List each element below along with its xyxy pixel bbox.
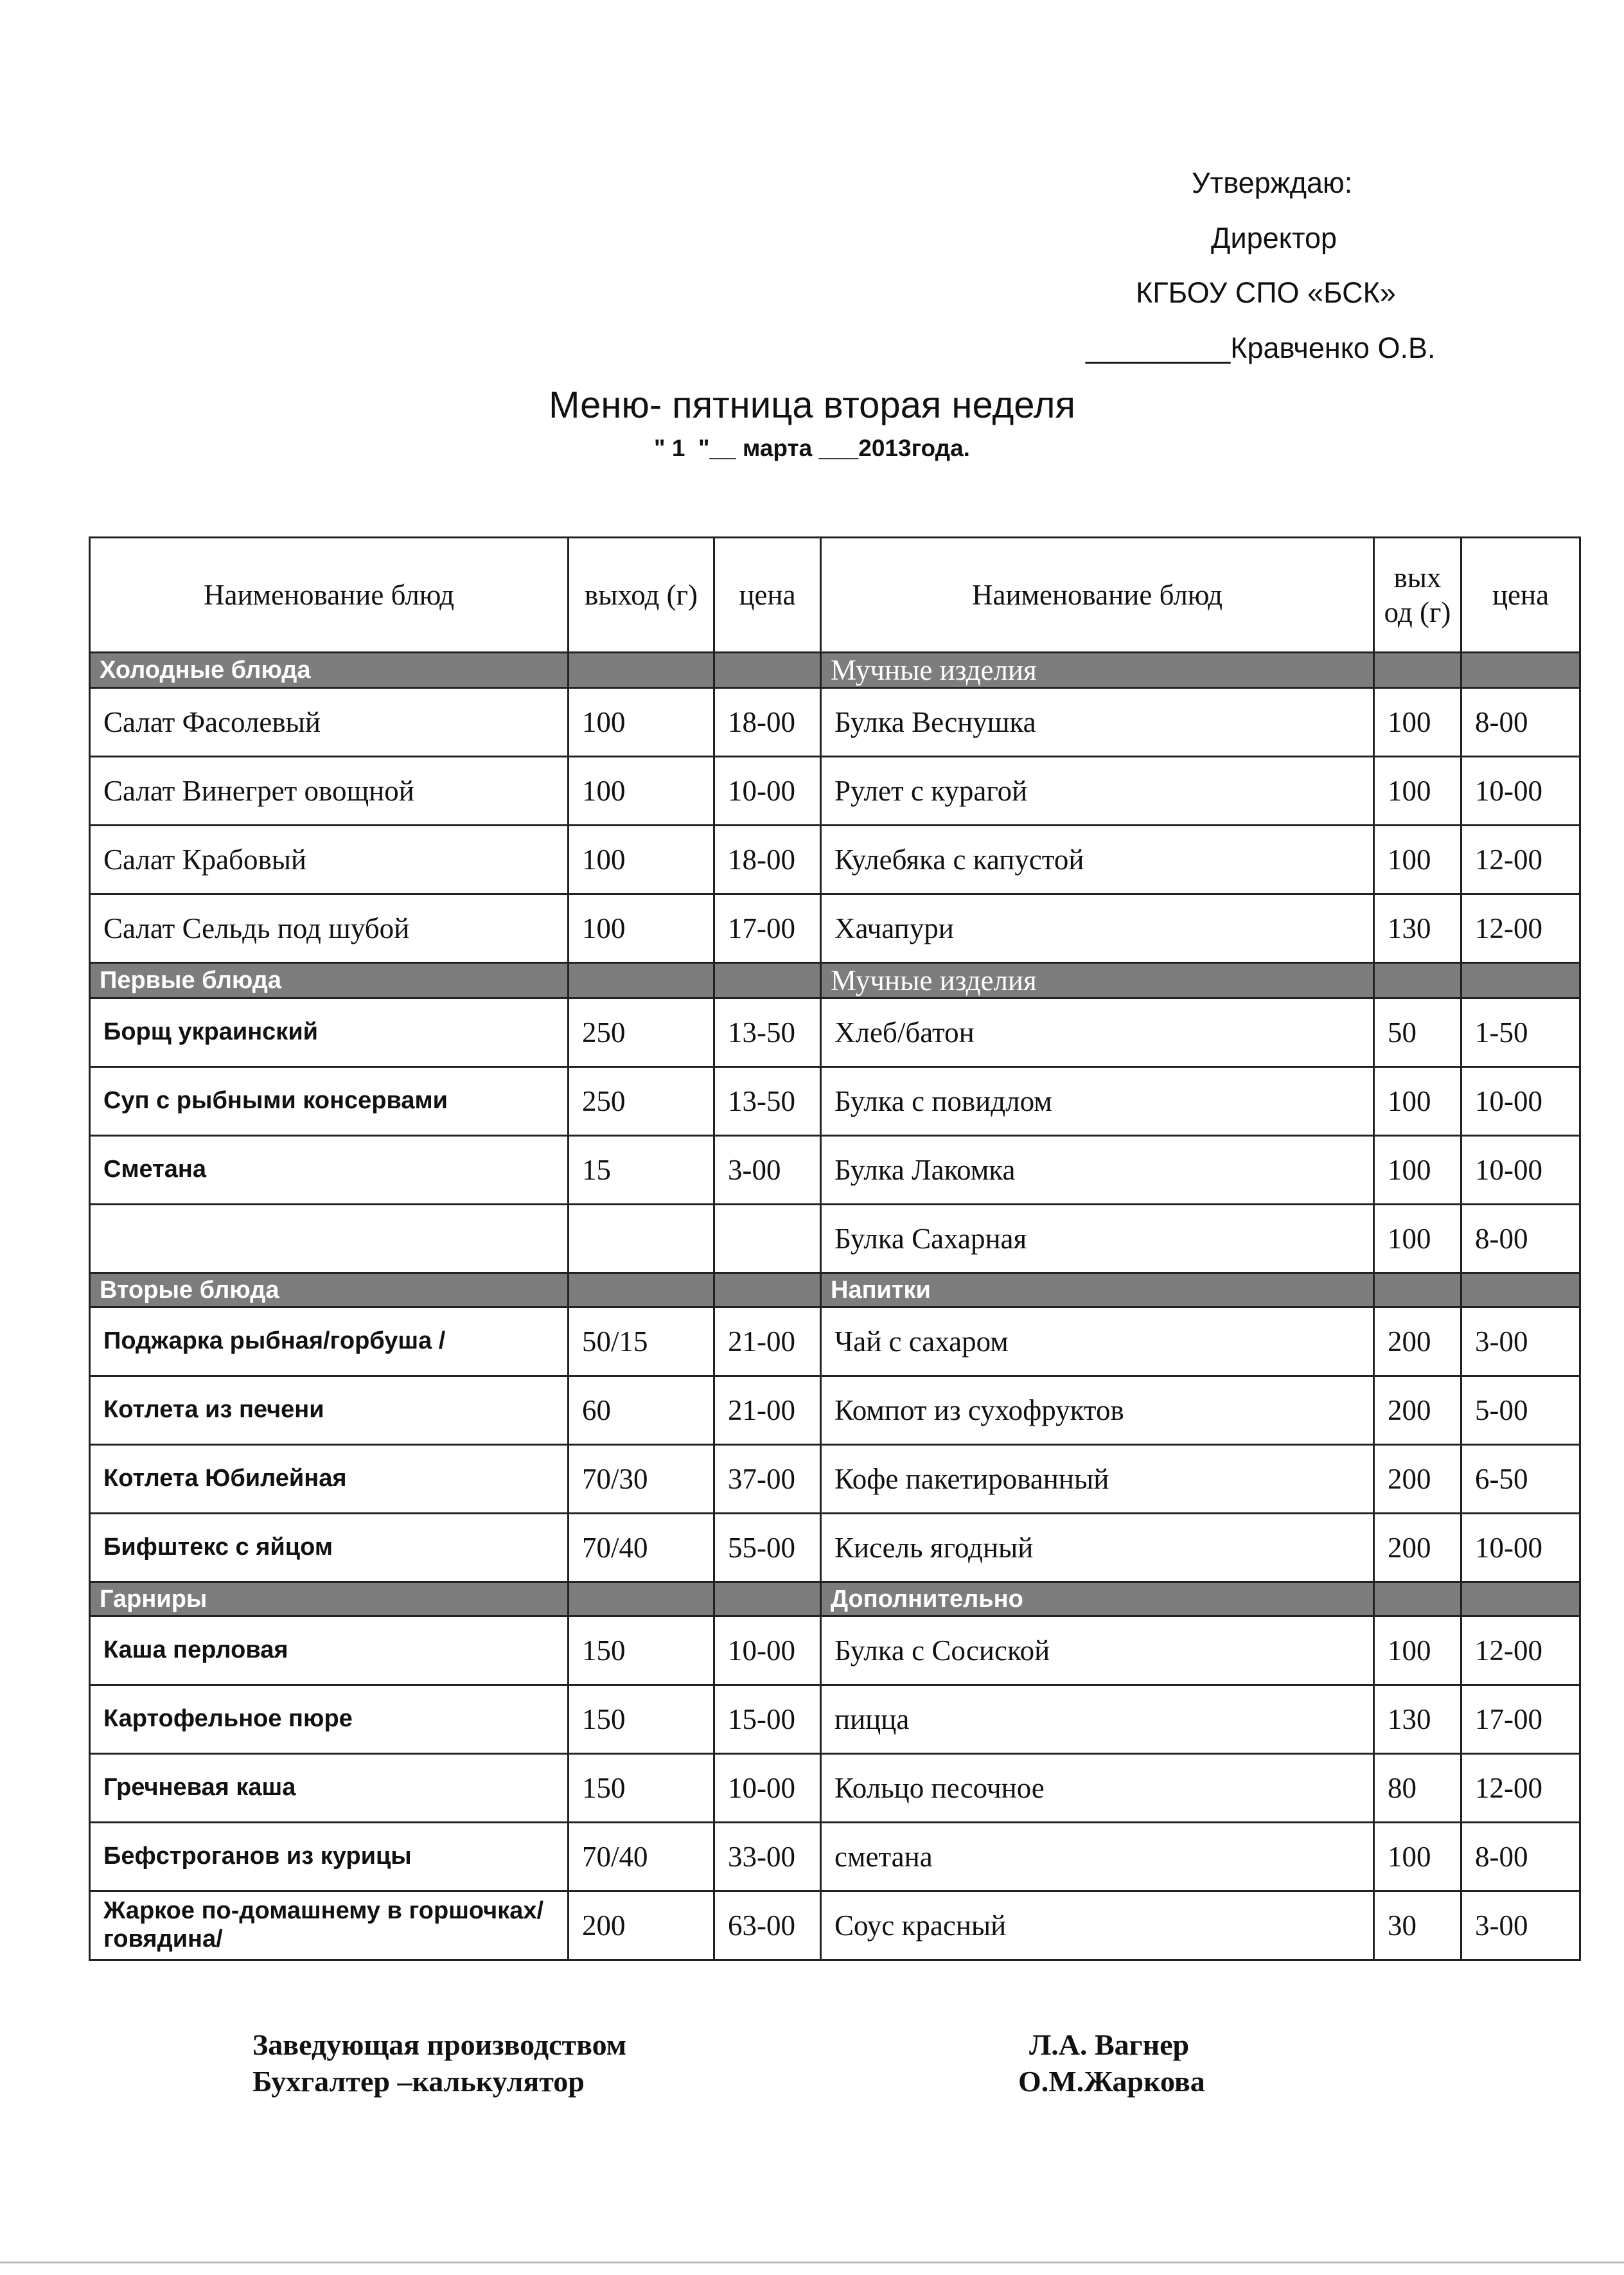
price-left: 10-00	[714, 1616, 821, 1685]
yield-right: 80	[1374, 1754, 1461, 1823]
yield-left: 250	[569, 998, 714, 1067]
price-right: 3-00	[1461, 1307, 1580, 1376]
yield-left: 15	[569, 1136, 714, 1205]
section-title-right: Напитки	[821, 1273, 1374, 1307]
dish-name-right: Булка Сахарная	[821, 1205, 1374, 1273]
section-filler	[569, 1582, 714, 1616]
section-title-right: Мучные изделия	[821, 963, 1374, 998]
table-row	[90, 1823, 1580, 1891]
yield-left: 150	[569, 1754, 714, 1823]
price-right: 6-50	[1461, 1445, 1580, 1514]
section-filler	[569, 963, 714, 998]
yield-left: 100	[569, 894, 714, 963]
price-left: 63-00	[714, 1891, 821, 1960]
yield-left: 150	[569, 1685, 714, 1754]
section-row	[90, 963, 1580, 998]
signer-name-accountant: О.М.Жаркова	[1018, 2065, 1205, 2098]
dish-name-left: Бефстроганов из курицы	[90, 1823, 569, 1891]
dish-name-right: пицца	[821, 1685, 1374, 1754]
section-filler	[569, 653, 714, 688]
yield-right: 50	[1374, 998, 1461, 1067]
dish-name-right: Соус красный	[821, 1891, 1374, 1960]
price-left	[714, 1205, 821, 1273]
price-right: 10-00	[1461, 1514, 1580, 1582]
dish-name-right: Кофе пакетированный	[821, 1445, 1374, 1514]
signer-name-production: Л.А. Вагнер	[1029, 2028, 1190, 2061]
yield-right: 100	[1374, 1136, 1461, 1205]
price-left: 18-00	[714, 826, 821, 894]
approval-organization: КГБОУ СПО «БСК»	[1136, 276, 1396, 309]
table-row	[90, 1376, 1580, 1445]
section-title-left: Вторые блюда	[90, 1273, 569, 1307]
price-right: 12-00	[1461, 894, 1580, 963]
header-yield-right: вых од (г)	[1374, 538, 1461, 653]
price-right: 5-00	[1461, 1376, 1580, 1445]
yield-right: 30	[1374, 1891, 1461, 1960]
section-filler	[714, 1582, 821, 1616]
yield-left: 100	[569, 757, 714, 826]
price-right: 17-00	[1461, 1685, 1580, 1754]
dish-name-right: Кисель ягодный	[821, 1514, 1374, 1582]
dish-name-left: Салат Винегрет овощной	[90, 757, 569, 826]
table-row	[90, 826, 1580, 894]
dish-name-left: Каша перловая	[90, 1616, 569, 1685]
section-filler	[1374, 653, 1461, 688]
section-filler	[1374, 1582, 1461, 1616]
price-right: 10-00	[1461, 1136, 1580, 1205]
price-left: 10-00	[714, 757, 821, 826]
yield-left: 50/15	[569, 1307, 714, 1376]
scan-edge-line	[0, 2262, 1624, 2263]
price-right: 10-00	[1461, 1067, 1580, 1136]
yield-right: 200	[1374, 1307, 1461, 1376]
section-filler	[1461, 963, 1580, 998]
yield-left: 70/40	[569, 1514, 714, 1582]
dish-name-left: Бифштекс с яйцом	[90, 1514, 569, 1582]
yield-left: 70/30	[569, 1445, 714, 1514]
section-title-left: Гарниры	[90, 1582, 569, 1616]
dish-name-right: сметана	[821, 1823, 1374, 1891]
table-row	[90, 1616, 1580, 1685]
section-title-left: Первые блюда	[90, 963, 569, 998]
signer-role-accountant: Бухгалтер –калькулятор	[252, 2065, 585, 2098]
dish-name-right: Кольцо песочное	[821, 1754, 1374, 1823]
table-row	[90, 1445, 1580, 1514]
yield-right: 100	[1374, 1205, 1461, 1273]
yield-left: 150	[569, 1616, 714, 1685]
header-price-right: цена	[1461, 538, 1580, 653]
price-right: 12-00	[1461, 1754, 1580, 1823]
price-left: 17-00	[714, 894, 821, 963]
table-row	[90, 1514, 1580, 1582]
price-left: 15-00	[714, 1685, 821, 1754]
table-row	[90, 757, 1580, 826]
yield-right: 130	[1374, 1685, 1461, 1754]
price-right: 1-50	[1461, 998, 1580, 1067]
price-left: 13-50	[714, 1067, 821, 1136]
dish-name-right: Булка Лакомка	[821, 1136, 1374, 1205]
price-left: 21-00	[714, 1376, 821, 1445]
price-left: 18-00	[714, 688, 821, 757]
yield-right: 100	[1374, 1616, 1461, 1685]
section-row	[90, 1582, 1580, 1616]
dish-name-left: Гречневая каша	[90, 1754, 569, 1823]
menu-table	[89, 536, 1581, 1961]
header-yield-left: выход (г)	[569, 538, 714, 653]
dish-name-left: Котлета Юбилейная	[90, 1445, 569, 1514]
section-filler	[714, 653, 821, 688]
signer-role-production: Заведующая производством	[252, 2028, 627, 2061]
table-row	[90, 998, 1580, 1067]
dish-name-left: Салат Крабовый	[90, 826, 569, 894]
price-left: 13-50	[714, 998, 821, 1067]
dish-name-right: Булка с Сосиской	[821, 1616, 1374, 1685]
menu-date: " 1 "__ марта ___2013года.	[654, 435, 970, 461]
price-left: 3-00	[714, 1136, 821, 1205]
section-row	[90, 653, 1580, 688]
yield-right: 200	[1374, 1514, 1461, 1582]
section-filler	[1461, 1582, 1580, 1616]
yield-right: 100	[1374, 1067, 1461, 1136]
dish-name-left: Сметана	[90, 1136, 569, 1205]
dish-name-right: Хачапури	[821, 894, 1374, 963]
price-right: 12-00	[1461, 1616, 1580, 1685]
yield-right: 100	[1374, 688, 1461, 757]
yield-left: 250	[569, 1067, 714, 1136]
section-filler	[1374, 1273, 1461, 1307]
yield-left: 100	[569, 826, 714, 894]
dish-name-right: Булка Веснушка	[821, 688, 1374, 757]
header-name-right: Наименование блюд	[821, 538, 1374, 653]
section-filler	[714, 1273, 821, 1307]
menu-table-body	[90, 538, 1580, 1960]
header-name-left: Наименование блюд	[90, 538, 569, 653]
price-right: 8-00	[1461, 688, 1580, 757]
approval-position: Директор	[1211, 222, 1337, 254]
section-row	[90, 1273, 1580, 1307]
yield-left: 60	[569, 1376, 714, 1445]
table-row	[90, 894, 1580, 963]
approval-heading: Утверждаю:	[1192, 166, 1353, 199]
dish-name-right: Кулебяка с капустой	[821, 826, 1374, 894]
dish-name-right: Рулет с курагой	[821, 757, 1374, 826]
section-title-left: Холодные блюда	[90, 653, 569, 688]
dish-name-left: Салат Сельдь под шубой	[90, 894, 569, 963]
dish-name-left: Суп с рыбными консервами	[90, 1067, 569, 1136]
price-left: 37-00	[714, 1445, 821, 1514]
section-filler	[569, 1273, 714, 1307]
price-left: 55-00	[714, 1514, 821, 1582]
yield-left: 100	[569, 688, 714, 757]
header-row	[90, 538, 1580, 653]
yield-left	[569, 1205, 714, 1273]
table-row	[90, 1754, 1580, 1823]
dish-name-right: Чай с сахаром	[821, 1307, 1374, 1376]
yield-right: 100	[1374, 826, 1461, 894]
section-title-right: Дополнительно	[821, 1582, 1374, 1616]
price-right: 3-00	[1461, 1891, 1580, 1960]
price-left: 10-00	[714, 1754, 821, 1823]
page-title: Меню- пятница вторая неделя	[549, 384, 1075, 426]
section-filler	[1374, 963, 1461, 998]
yield-left: 200	[569, 1891, 714, 1960]
price-right: 12-00	[1461, 826, 1580, 894]
dish-name-right: Булка с повидлом	[821, 1067, 1374, 1136]
price-left: 33-00	[714, 1823, 821, 1891]
dish-name-left: Борщ украинский	[90, 998, 569, 1067]
yield-right: 100	[1374, 1823, 1461, 1891]
price-right: 8-00	[1461, 1205, 1580, 1273]
dish-name-left: Котлета из печени	[90, 1376, 569, 1445]
yield-right: 100	[1374, 757, 1461, 826]
dish-name-left: Жаркое по-домашнему в горшочках/говядина/	[90, 1891, 569, 1960]
table-row	[90, 688, 1580, 757]
dish-name-left: Салат Фасолевый	[90, 688, 569, 757]
approval-signature-line: _________Кравченко О.В.	[1086, 332, 1436, 364]
table-row	[90, 1685, 1580, 1754]
yield-right: 200	[1374, 1445, 1461, 1514]
yield-right: 130	[1374, 894, 1461, 963]
dish-name-left	[90, 1205, 569, 1273]
dish-name-left: Поджарка рыбная/горбуша /	[90, 1307, 569, 1376]
dish-name-right: Компот из сухофруктов	[821, 1376, 1374, 1445]
price-right: 8-00	[1461, 1823, 1580, 1891]
table-row	[90, 1067, 1580, 1136]
section-filler	[1461, 1273, 1580, 1307]
header-price-left: цена	[714, 538, 821, 653]
table-row	[90, 1136, 1580, 1205]
table-row	[90, 1307, 1580, 1376]
section-filler	[1461, 653, 1580, 688]
table-row	[90, 1205, 1580, 1273]
yield-right: 200	[1374, 1376, 1461, 1445]
yield-left: 70/40	[569, 1823, 714, 1891]
dish-name-left: Картофельное пюре	[90, 1685, 569, 1754]
price-right: 10-00	[1461, 757, 1580, 826]
table-row	[90, 1891, 1580, 1960]
section-filler	[714, 963, 821, 998]
price-left: 21-00	[714, 1307, 821, 1376]
section-title-right: Мучные изделия	[821, 653, 1374, 688]
dish-name-right: Хлеб/батон	[821, 998, 1374, 1067]
